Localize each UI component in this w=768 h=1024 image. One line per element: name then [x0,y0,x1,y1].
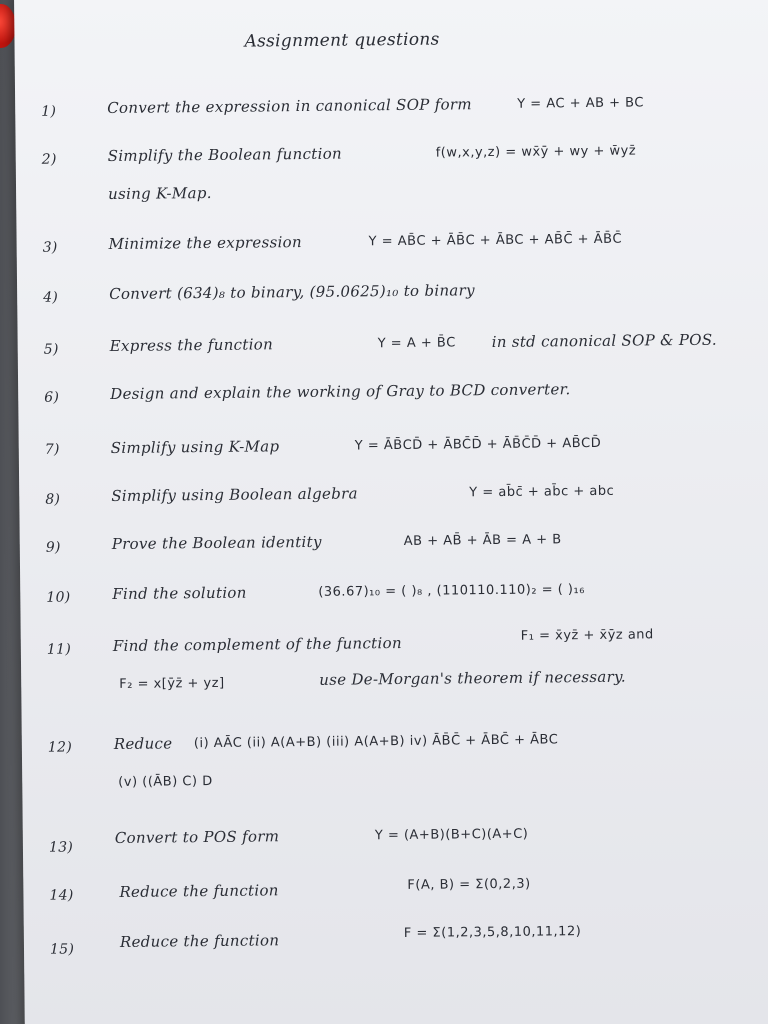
question-text: Minimize the expression [108,232,303,254]
question-text: Simplify using Boolean algebra [111,484,358,506]
question-math: Y = AC + AB + BC [517,95,644,112]
question-number: 2) [41,151,57,168]
question-text: Reduce [113,734,173,753]
question-number: 10) [46,589,71,606]
question-number: 1) [41,103,57,120]
question-text: Find the complement of the function [112,633,402,656]
question-number: 15) [49,941,75,958]
question-text: Find the solution [112,583,247,604]
question-math: f(w,x,y,z) = wx̄ȳ + wy + w̄yz̄ [435,143,637,161]
question-number: 7) [44,441,60,458]
question-number: 4) [43,289,59,306]
question-number: 13) [48,839,74,856]
question-number: 14) [49,887,74,904]
question-math: F(A, B) = Σ(0,2,3) [407,876,531,893]
question-number: 12) [47,739,73,756]
question-continuation: using K-Map. [108,183,212,204]
question-number: 11) [46,641,72,658]
question-math: Y = A + B̄C [377,335,456,352]
question-text: Reduce the function [119,881,279,901]
question-math: (36.67)₁₀ = ( )₈ , (110110.110)₂ = ( )₁₆ [318,582,585,600]
question-text: Simplify using K-Map [110,437,280,458]
question-number: 9) [45,539,61,556]
question-text: Convert (634)₈ to binary, (95.0625)₁₀ to binary [109,281,475,304]
question-math: AB + AB̄ + ĀB = A + B [403,532,562,549]
question-text: Express the function [109,335,274,356]
question-math: F₂ = x[ȳz̄ + yz] [119,675,225,692]
page-title: Assignment questions [244,29,440,52]
question-math: F = Σ(1,2,3,5,8,10,11,12) [403,924,582,941]
question-number: 3) [42,239,58,256]
question-math: (i) AĀC (ii) A(A+B) (iii) A(A+B) iv) ĀB̄C̄ + ĀBC̄ + ĀBC [193,732,559,752]
question-text: in std canonical SOP & POS. [491,330,718,352]
question-math: F₁ = x̄yz̄ + x̄ȳz and [520,627,654,644]
question-text: Design and explain the working of Gray to BCD converter. [110,380,571,404]
question-text: use De-Morgan's theorem if necessary. [319,667,627,689]
question-math: Y = AB̄C + ĀB̄C + ĀBC + AB̄C̄ + ĀB̄C̄ [368,231,623,250]
question-number: 5) [43,341,59,358]
question-continuation: (v) ((ĀB) C) D [118,773,213,790]
question-math: Y = ab̄c̄ + ab̄c + abc [469,483,615,501]
question-text: Reduce the function [119,931,280,951]
question-math: Y = ĀB̄CD̄ + ĀBC̄D̄ + ĀB̄C̄D̄ + AB̄CD̄ [354,435,602,454]
paper-sheet [14,0,768,1024]
question-number: 8) [45,491,61,508]
question-number: 6) [44,389,60,406]
question-text: Convert the expression in canonical SOP form [107,95,472,118]
question-text: Convert to POS form [114,827,280,847]
question-math: Y = (A+B)(B+C)(A+C) [374,826,529,844]
question-text: Simplify the Boolean function [107,144,343,166]
question-text: Prove the Boolean identity [111,532,322,554]
